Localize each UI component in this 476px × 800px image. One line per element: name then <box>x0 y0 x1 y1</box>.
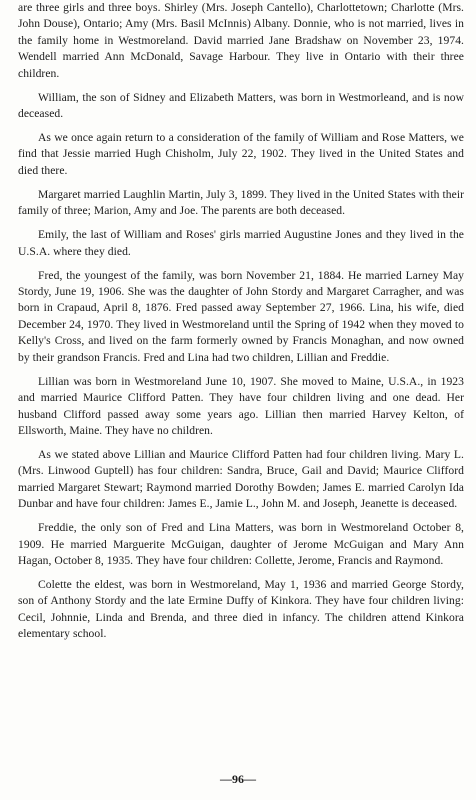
paragraph-6: Fred, the youngest of the family, was born November 21, 1884. He married Larney May Stordy, June 19, 1906. She was the daughter of John Stordy and Margaret Carragher, and was born in Crapaud, April 8, 1876. Fred passed away September 27, 1966. Lina, his wife, died December 24, 1970. They lived in Westmoreland until the Spring of 1942 when they moved to Kelly's Cross, and lived on the farm formerly owned by Francis Monaghan, and now owned by their grandson Francis. Fred and Lina had two children, Lillian and Freddie. <box>18 268 464 364</box>
paragraph-9: Freddie, the only son of Fred and Lina Matters, was born in Westmoreland October 8, 1909. He married Marguerite McGuigan, daughter of Jerome McGuigan and Mary Ann Hagan, October 8, 1935. They have four children: Collette, Jerome, Francis and Raymond. <box>18 521 464 567</box>
paragraph-1: are three girls and three boys. Shirley (Mrs. Joseph Cantello), Charlottetown; Charlotte (Mrs. John Douse), Ontario; Amy (Mrs. Basil McInnis) Albany. Donnie, who is not married, lives in the family home in Westmoreland. David married Jane Bradshaw on November 23, 1974. Wendell married Ann McDonald, Savage Harbour. They live in Ontario with their three children. <box>18 1 464 80</box>
paragraph-7: Lillian was born in Westmoreland June 10, 1907. She moved to Maine, U.S.A., in 1923 and married Maurice Clifford Patten. They have four children living and one dead. Her husband Clifford passed away some years ago. Lillian then married Harvey Kelton, of Ellsworth, Maine. They have no children. <box>18 374 464 437</box>
paragraph-3: As we once again return to a consideration of the family of William and Rose Matters, we find that Jessie married Hugh Chisholm, July 22, 1902. They lived in the United States and died there. <box>18 131 464 177</box>
paragraph-5: Emily, the last of William and Roses' girls married Augustine Jones and they lived in the U.S.A. where they died. <box>18 228 464 258</box>
document-body <box>18 0 464 650</box>
page-number: —96— <box>220 772 256 786</box>
paragraph-4: Margaret married Laughlin Martin, July 3, 1899. They lived in the United States with their family of three; Marion, Amy and Joe. The parents are both deceased. <box>18 187 464 218</box>
paragraph-2: William, the son of Sidney and Elizabeth Matters, was born in Westmorleand, and is now deceased. <box>18 90 464 121</box>
paragraph-8: As we stated above Lillian and Maurice Clifford Patten had four children living. Mary L. (Mrs. Linwood Guptell) has four children: Sandra, Bruce, Gail and David; Maurice Clifford married Margaret Stewart; Raymond married Dorothy Bowden; James E. married Carolyn Ida Dunbar and have four children: James E., Jamie L., John M. and Joseph, Jeanette is deceased. <box>18 447 464 511</box>
paragraph-10: Colette the eldest, was born in Westmoreland, May 1, 1936 and married George Stordy, son of Anthony Stordy and the late Ermine Duffy of Kinkora. They have four children living: Cecil, Johnnie, Linda and Brenda, and three died in infancy. The children attend Kinkora elementary school. <box>18 577 464 641</box>
